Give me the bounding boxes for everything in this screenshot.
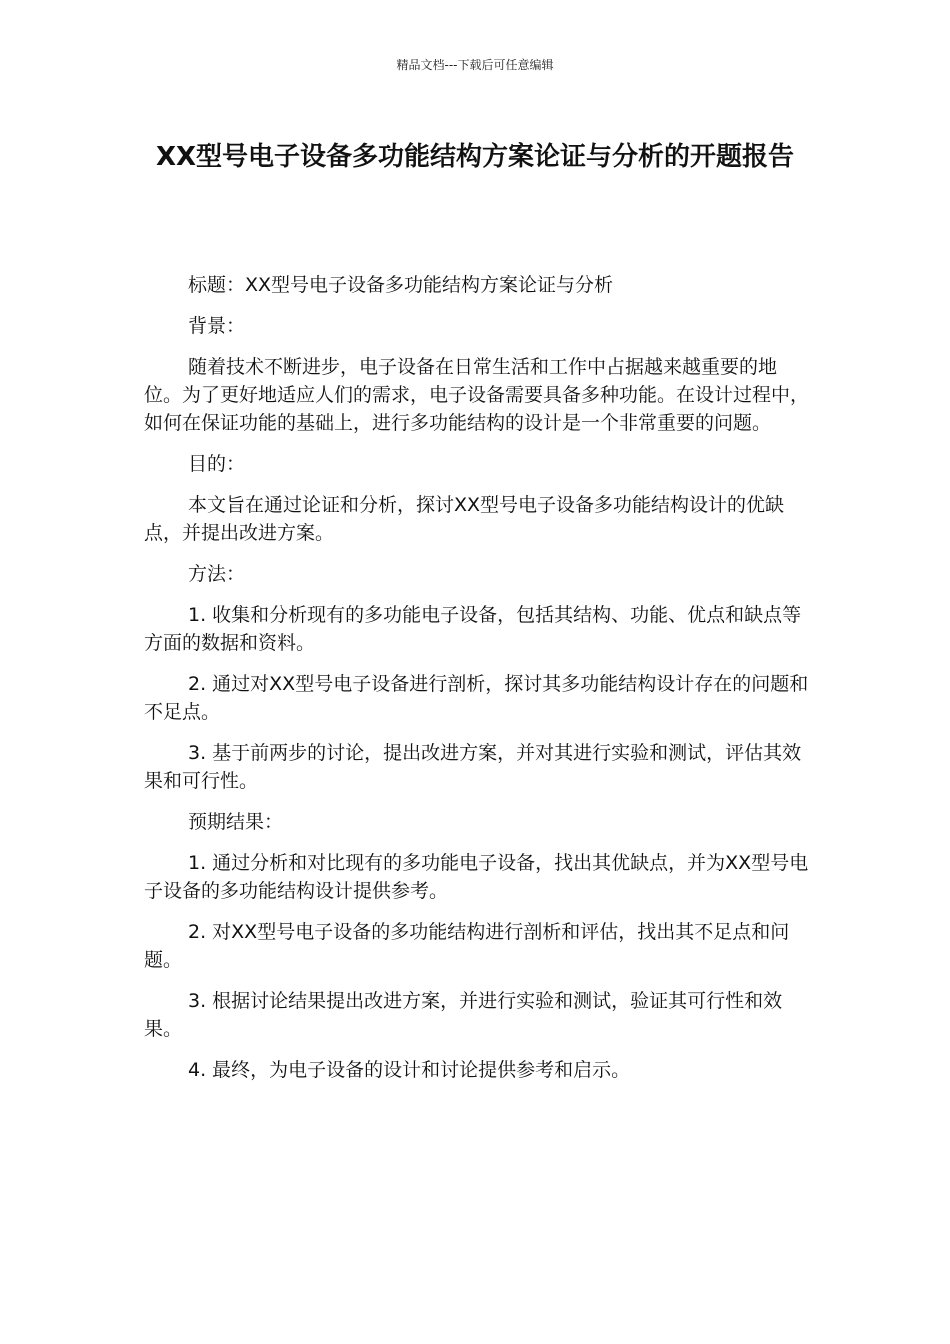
result-item-1: 1. 通过分析和对比现有的多功能电子设备，找出其优缺点，并为XX型号电子设备的多功能结构设计提供参考。 [144,852,809,902]
document-title: XX型号电子设备多功能结构方案论证与分析的开题报告 [155,142,795,172]
section-heading-method: 方法： [188,563,246,585]
page-header: 精品文档---下载后可任意编辑 [396,58,554,72]
method-item-3: 3. 基于前两步的讨论，提出改进方案，并对其进行实验和测试，评估其效果和可行性。 [144,742,802,792]
purpose-paragraph: 本文旨在通过论证和分析，探讨XX型号电子设备多功能结构设计的优缺点，并提出改进方案。 [144,494,785,544]
document-body [144,271,810,1097]
method-item-1: 1. 收集和分析现有的多功能电子设备，包括其结构、功能、优点和缺点等方面的数据和资料。 [144,604,802,654]
result-item-2: 2. 对XX型号电子设备的多功能结构进行剖析和评估，找出其不足点和问题。 [144,921,790,971]
method-item-2: 2. 通过对XX型号电子设备进行剖析，探讨其多功能结构设计存在的问题和不足点。 [144,673,809,723]
section-heading-purpose: 目的： [188,453,246,475]
background-paragraph: 随着技术不断进步，电子设备在日常生活和工作中占据越来越重要的地位。为了更好地适应人们的需求，电子设备需要具备多种功能。在设计过程中，如何在保证功能的基础上，进行多功能结构的设计是一个非常重要的问题。 [144,356,810,434]
section-heading-expected-results: 预期结果： [188,811,284,833]
section-heading-background: 背景： [188,315,246,337]
result-item-4: 4. 最终，为电子设备的设计和讨论提供参考和启示。 [188,1059,631,1081]
title-line: 标题：XX型号电子设备多功能结构方案论证与分析 [188,274,614,296]
result-item-3: 3. 根据讨论结果提出改进方案，并进行实验和测试，验证其可行性和效果。 [144,990,783,1040]
